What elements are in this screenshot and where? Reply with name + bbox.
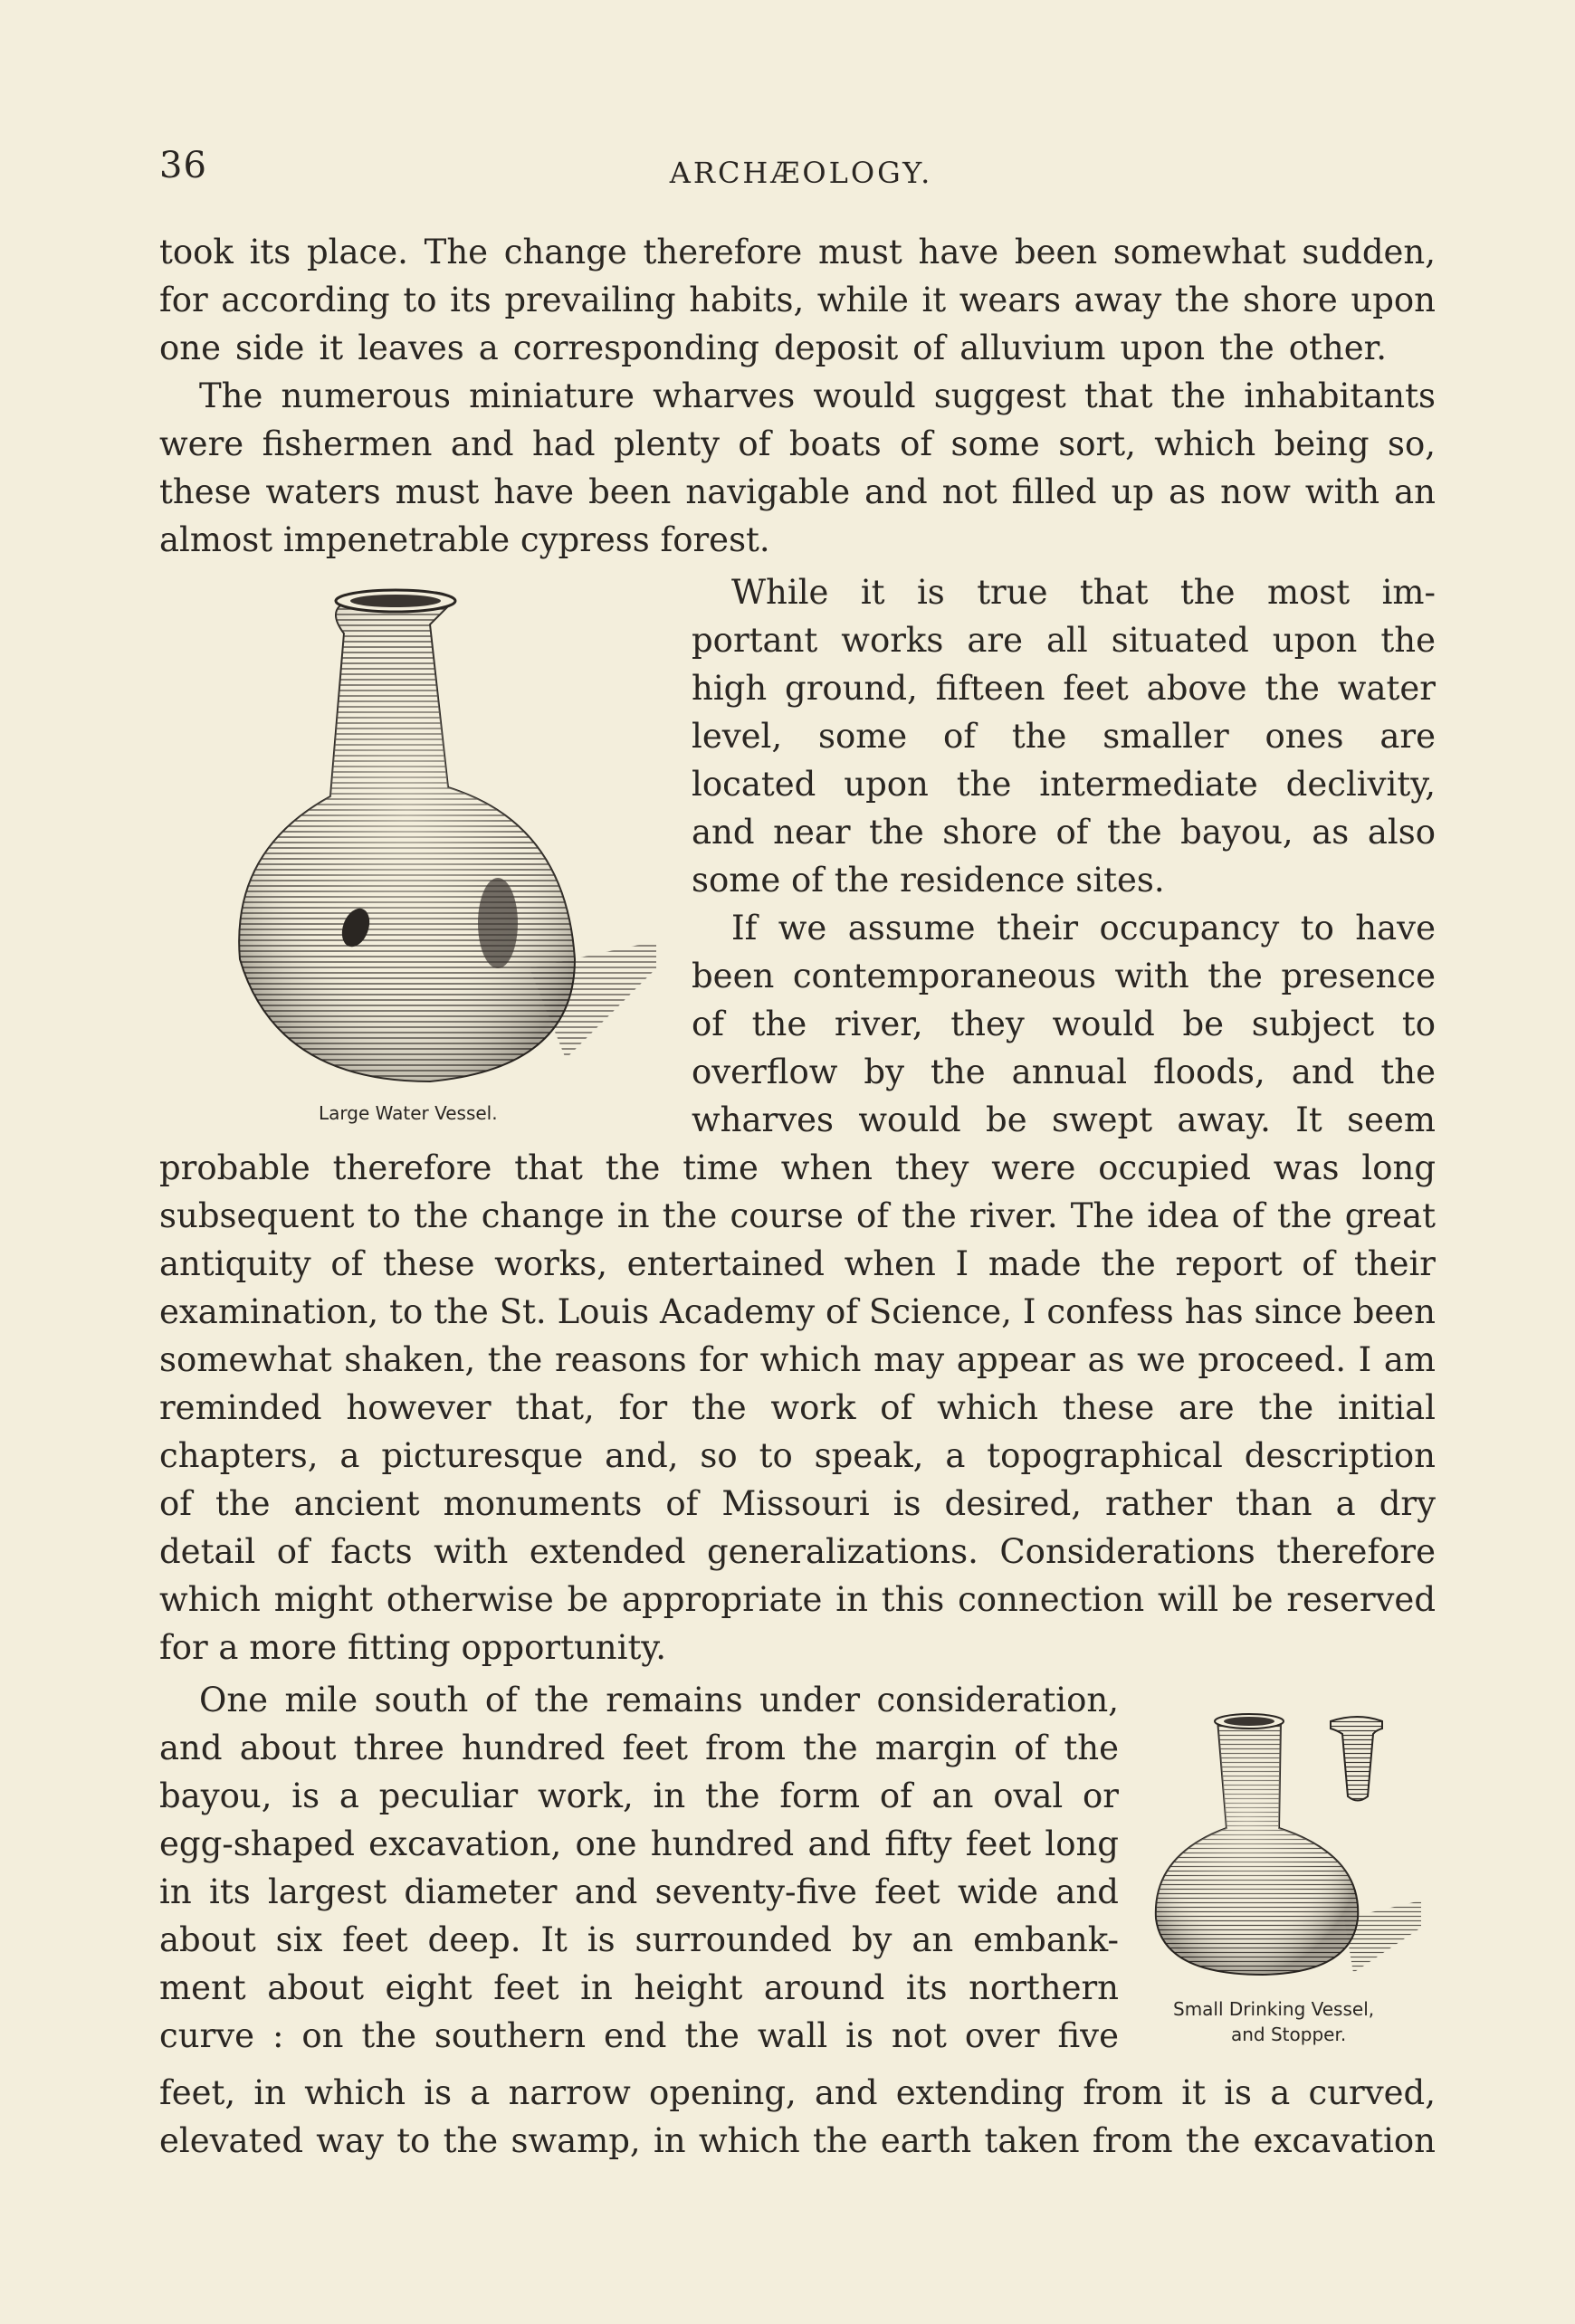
body-text-line: for a more fitting opportunity. [159, 1628, 667, 1667]
figure-caption-small-vessel-line1: Small Drinking Vessel, [1173, 1998, 1375, 2020]
body-text-line: ment about eight feet in height around its northern [159, 1968, 1119, 2007]
body-text-line: examination, to the St. Louis Academy of Science, I confess has since been [159, 1292, 1436, 1331]
body-text-line: about six feet deep. It is surrounded by an embank- [159, 1920, 1119, 1959]
body-text-line: which might otherwise be appropriate in this connection will be reserved [159, 1580, 1436, 1619]
body-text-line: of the ancient monuments of Missouri is desired, rather than a dry [159, 1484, 1436, 1523]
body-text-line: egg-shaped excavation, one hundred and fifty feet long [159, 1824, 1119, 1863]
body-text-line: feet, in which is a narrow opening, and extending from it is a curved, [159, 2073, 1436, 2112]
figure-caption-large-vessel: Large Water Vessel. [319, 1102, 498, 1124]
running-title: ARCHÆOLOGY. [669, 156, 933, 190]
body-text-line: probable therefore that the time when they were occupied was long [159, 1148, 1436, 1187]
body-text-line: one side it leaves a corresponding deposit of alluvium upon the other. [159, 329, 1387, 367]
body-text-line: level, some of the smaller ones are [692, 717, 1436, 756]
body-text-line: some of the residence sites. [692, 861, 1165, 900]
body-text-line: chapters, a picturesque and, so to speak, a topographical description [159, 1436, 1436, 1475]
body-text-line: high ground, fifteen feet above the water [692, 669, 1436, 708]
body-text-line: for according to its prevailing habits, while it wears away the shore upon [159, 281, 1436, 319]
body-text-line: somewhat shaken, the reasons for which may appear as we proceed. I am [159, 1340, 1436, 1379]
body-text-line: subsequent to the change in the course of the river. The idea of the great [159, 1196, 1436, 1235]
body-text-line: portant works are all situated upon the [692, 621, 1436, 660]
body-text-line: took its place. The change therefore must have been somewhat sudden, [159, 233, 1436, 271]
body-text-line: been contemporaneous with the presence [692, 957, 1436, 995]
body-text-line: and about three hundred feet from the margin of the [159, 1729, 1119, 1767]
body-text-line: these waters must have been navigable and not filled up as now with an [159, 472, 1436, 511]
body-text-line: curve : on the southern end the wall is not over five [159, 2016, 1119, 2055]
body-text-line: of the river, they would be subject to [692, 1005, 1436, 1043]
body-text-line: in its largest diameter and seventy-five feet wide and [159, 1872, 1119, 1911]
figure-caption-small-vessel-line2: and Stopper. [1231, 2024, 1347, 2045]
body-text-line: reminded however that, for the work of which these are the initial [159, 1388, 1436, 1427]
large-water-vessel-illustration [186, 579, 674, 1104]
body-text-line: bayou, is a peculiar work, in the form of an oval or [159, 1776, 1119, 1815]
body-text-line: The numerous miniature wharves would suggest that the inhabitants [199, 376, 1436, 415]
page-number: 36 [159, 145, 207, 186]
body-text-line: antiquity of these works, entertained when I made the report of their [159, 1244, 1436, 1283]
body-text-line: If we assume their occupancy to have [731, 909, 1436, 948]
body-text-line: almost impenetrable cypress forest. [159, 520, 770, 559]
body-text-line: located upon the intermediate declivity, [692, 765, 1436, 804]
body-text-line: wharves would be swept away. It seem [692, 1100, 1436, 1139]
body-text-line: detail of facts with extended generalizations. Considerations therefore [159, 1532, 1436, 1571]
body-text-line: were fishermen and had plenty of boats of some sort, which being so, [159, 424, 1436, 463]
body-text-line: overflow by the annual floods, and the [692, 1052, 1436, 1091]
body-text-line: While it is true that the most im- [731, 573, 1436, 612]
body-text-line: and near the shore of the bayou, as also [692, 813, 1436, 852]
body-text-line: elevated way to the swamp, in which the earth taken from the excavation [159, 2121, 1436, 2160]
small-drinking-vessel-illustration [1145, 1710, 1435, 1982]
body-text-line: One mile south of the remains under consideration, [199, 1681, 1119, 1719]
